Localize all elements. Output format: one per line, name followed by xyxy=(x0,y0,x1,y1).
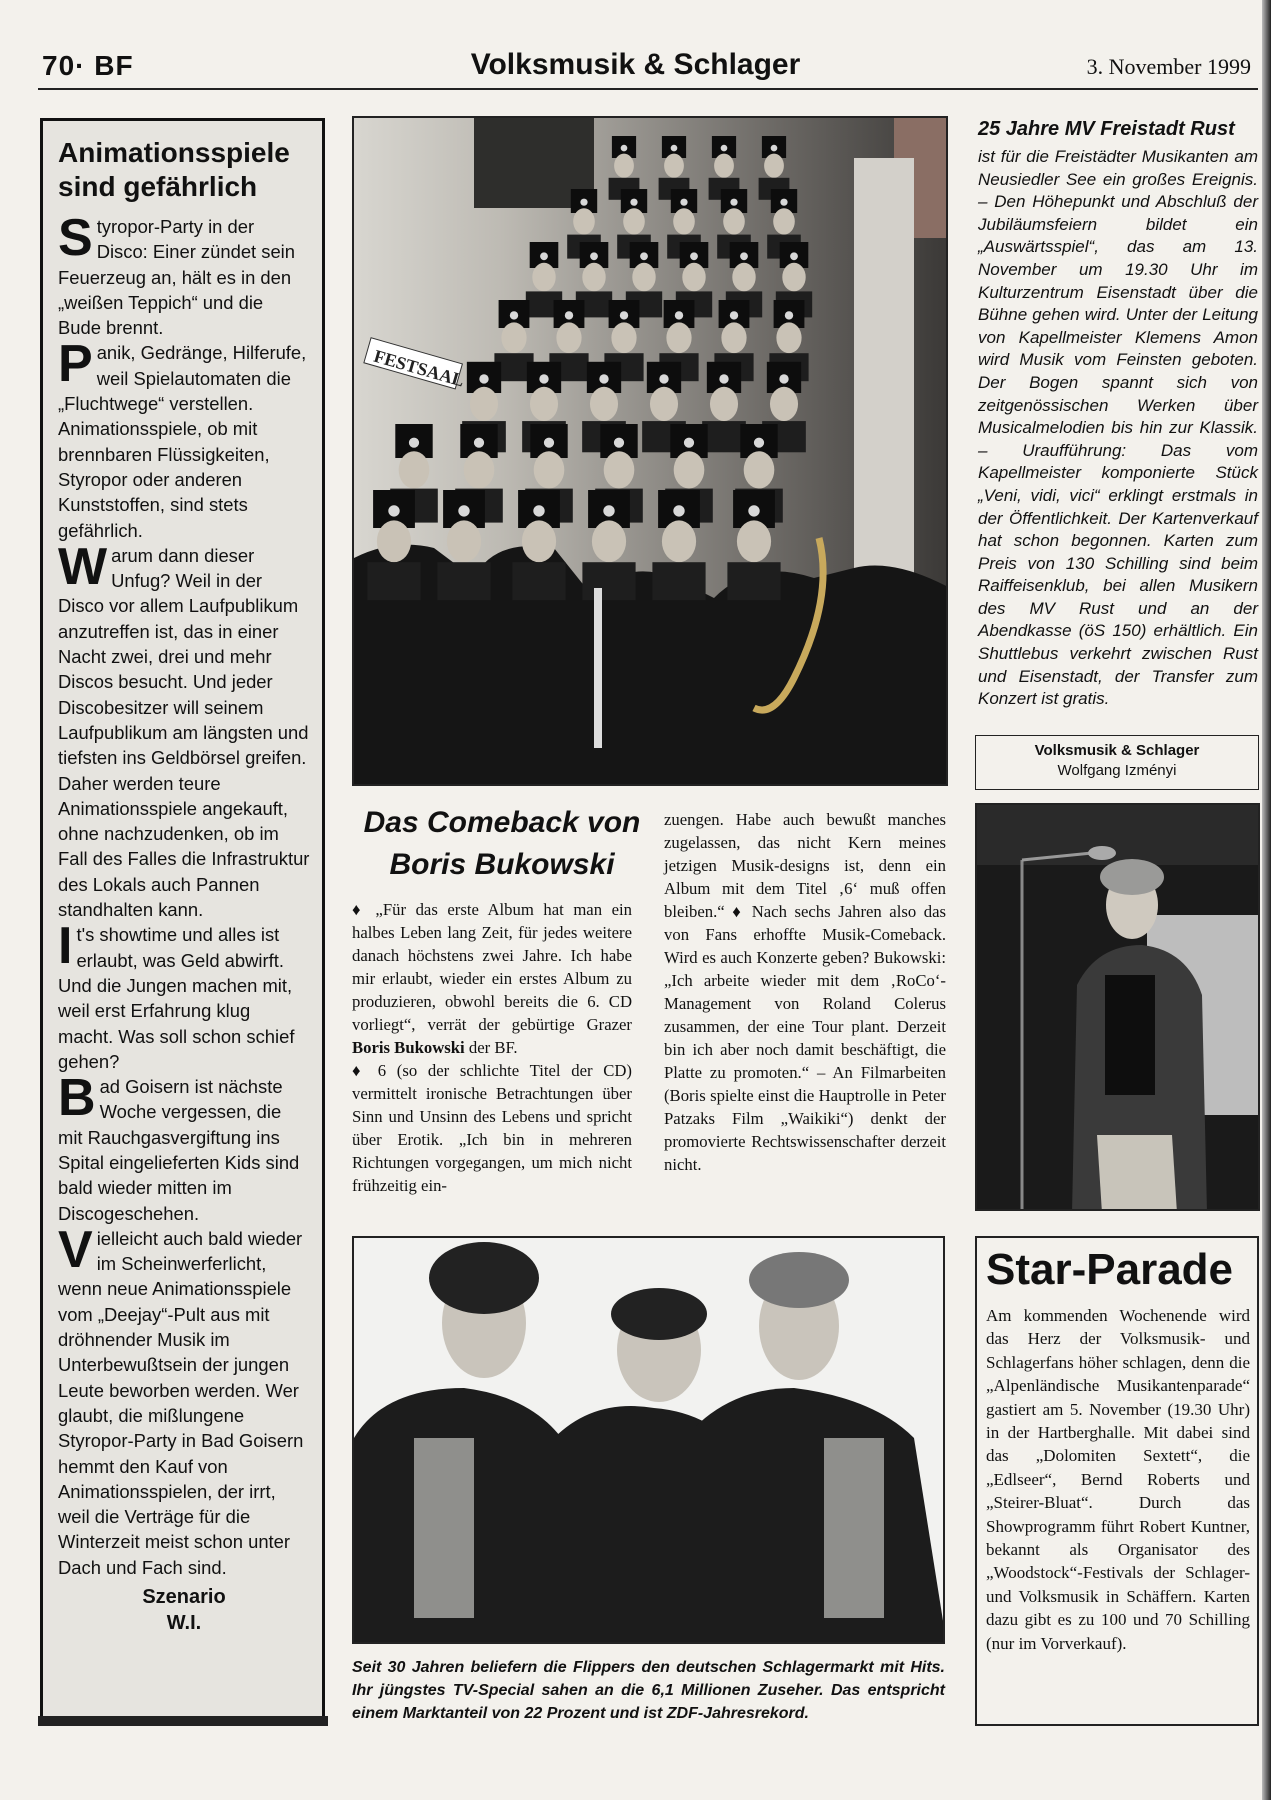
commentary-headline: Animationsspiele sind gefährlich xyxy=(58,137,290,202)
article-column-2: zuengen. Habe auch bewußt manches zugelassen, das nicht Kern meines jetzigen Musik-designs ist, denn ein Album mit dem Titel ‚6‘ muß offen bleiben.“ ♦ Nach sechs Jahren also das von Fans erhoffte Musik-Comeback. Wird es auch Konzerte geben? Bukowski: „Ich arbeite wieder mit dem ‚RoCo‘-Management von Roland Colerus zusammen, der eine Tour plant. Derzeit bin ich aber noch damit beschäftigt, die Platte zu promoten.“ – An Filmarbeiten (Boris spielte einst die Hauptrolle in Peter Patzaks Film „Waikiki“) denkt der promovierte Rechtswissenschafter derzeit nicht. xyxy=(664,810,946,1174)
flippers-caption: Seit 30 Jahren beliefern die Flippers den deutschen Schlagermarkt mit Hits. Ihr jüngstes TV-Special sahen an die 6,1 Millionen Zuseher. Das entspricht einem Marktanteil von 22 Prozent und ist ZDF-Jahresrekord. xyxy=(352,1659,945,1722)
bukowski-photo xyxy=(975,803,1260,1211)
drop-cap: I xyxy=(58,917,73,976)
header-rule xyxy=(38,88,1258,90)
commentary-paragraph: Styropor-Party in der Disco: Einer zündet sein Feuerzeug an, hält es in den „weißen Teppich“ und die Bude brennt. xyxy=(58,209,295,339)
article-headline: Das Comeback von Boris Bukowski xyxy=(363,806,641,881)
commentary-content xyxy=(58,132,310,1636)
rust-article-body: ist für die Freistädter Musikanten am Neusiedler See ein großes Ereignis. – Den Höhepunkt und Abschluß der Jubiläumsfeiern bildet ein „Auswärtsspiel“, das am 13. November um 19.30 Uhr im Kulturzentrum Eisenstadt über die Bühne gehen wird. Unter der Leitung von Kapellmeister Klemens Amon wird Musik vom Feinsten geboten. Der Bogen spannt sich von zeitgenössischen Werken über Musicalmelodien bis hin zur Klassik. – Uraufführung: Das vom Kapellmeister komponierte Stück „Veni, vidi, vici“ erklingt erstmals in der Öffentlichkeit. Der Kartenverkauf hat schon begonnen. Karten zum Preis von 130 Schilling sind beim Raiffeisenklub, bei allen Musikern des MV Rust und an der Abendkasse (öS 150) erhältlich. Ein Shuttlebus verkehrt zwischen Rust und Eisenstadt, der Transfer zum Konzert ist gratis. xyxy=(978,147,1258,709)
page-number: 70· BF xyxy=(42,50,134,81)
credit-rubric: Volksmusik & Schlager xyxy=(1034,742,1200,759)
band-photo-illustration xyxy=(354,118,948,786)
band-photo xyxy=(352,116,948,786)
page-edge-shadow xyxy=(1262,0,1271,1800)
artist-name: Boris Bukowski xyxy=(352,1038,465,1057)
commentary-paragraph: Warum dann dieser Unfug? Weil in der Disco vor allem Laufpublikum anzutreffen ist, das in einer Nacht zwei, drei und mehr Discos besucht. Und jeder Discobesitzer will seinem Laufpublikum am längsten und tiefsten ins Geldbörsel greifen. Daher werden teure Animationsspiele angekauft, ohne nachzudenken, ob im Fall des Falles die Infrastruktur des Lokals auch Pannen standhalten kann. xyxy=(58,537,310,921)
drop-cap: V xyxy=(58,1220,93,1279)
drop-cap: P xyxy=(58,335,93,394)
drop-cap: W xyxy=(58,537,108,596)
commentary-paragraph: Vielleicht auch bald wieder im Scheinwerferlicht, wenn neue Animationsspiele vom „Deejay“-Pult aus mit dröhnender Musik im Unterbewußtsein der jungen Leute beworben werden. Wer glaubt, die mißlungene Styropor-Party in Bad Goisern hemmt den Kauf von Animationsspielen, der irrt, weil die Verträge für die Winterzeit meist schon unter Dach und Fach sind. xyxy=(58,1220,304,1578)
festsaal-sign: FESTSAAL xyxy=(371,345,467,391)
flippers-photo xyxy=(352,1236,945,1644)
star-parade-headline: Star-Parade xyxy=(986,1245,1234,1294)
section-title: Volksmusik & Schlager xyxy=(470,48,801,81)
star-parade-body: Am kommenden Wochenende wird das Herz der Volksmusik- und Schlagerfans höher schlagen, denn die „Alpenländische Musikantenparade“ gastiert am 5. November (19.30 Uhr) in der Hartberghalle. Mit dabei sind das „Dolomiten Sextett“, die „Edlseer“, Bernd Roberts und „Steirer-Bluat“. Durch das Showprogramm führt Robert Kuntner, bekannt als Organisator des „Woodstock“-Festivals der Schlager- und Volksmusik in Schäffern. Karten dazu gibt es zu 100 und 70 Schilling (nur im Vorverkauf). xyxy=(986,1306,1250,1653)
commentary-paragraph: It's showtime und alles ist erlaubt, was Geld abwirft. Und die Jungen machen mit, weil erst Erfahrung klug macht. Was soll schon schief gehen? xyxy=(58,917,295,1072)
commentary-paragraph: Panik, Gedränge, Hilferufe, weil Spielautomaten die „Fluchtwege“ verstellen. Animationsspiele, ob mit brennbaren Flüssigkeiten, Styropor oder anderen Kunststoffen, sind stets gefährlich. xyxy=(58,335,307,541)
column-credit-box xyxy=(975,735,1259,790)
drop-cap: S xyxy=(58,209,93,267)
credit-author: Wolfgang Izményi xyxy=(1057,762,1177,779)
commentary-signature: Szenario W.I. xyxy=(142,1586,226,1635)
article-column-1: ♦ „Für das erste Album hat man ein halbes Leben lang Zeit, für jedes weitere danach höchstens zwei Jahre. Ich habe mir erlaubt, wieder ein erstes Album zu produzieren, obwohl bereits die 6. CD vorliegt“, verrät der gebürtige Grazer Boris Bukowski der BF. ♦ 6 (so der schlichte Titel der CD) vermittelt ironische Betrachtungen über Sinn und Unsinn des Lebens und spricht über Erotik. „Ich bin in mehreren Richtungen vorgegangen, um mich nicht frühzeitig ein- xyxy=(352,900,632,1195)
issue-date: 3. November 1999 xyxy=(1086,54,1251,79)
rust-headline: 25 Jahre MV Freistadt Rust xyxy=(978,118,1235,140)
commentary-paragraph: Bad Goisern ist nächste Woche vergessen, die mit Rauchgasvergiftung ins Spital eingelieferten Kids sind bald wieder mitten im Discogeschehen. xyxy=(58,1069,300,1224)
commentary-box-bottom-bar xyxy=(38,1716,328,1726)
drop-cap: B xyxy=(58,1069,96,1128)
